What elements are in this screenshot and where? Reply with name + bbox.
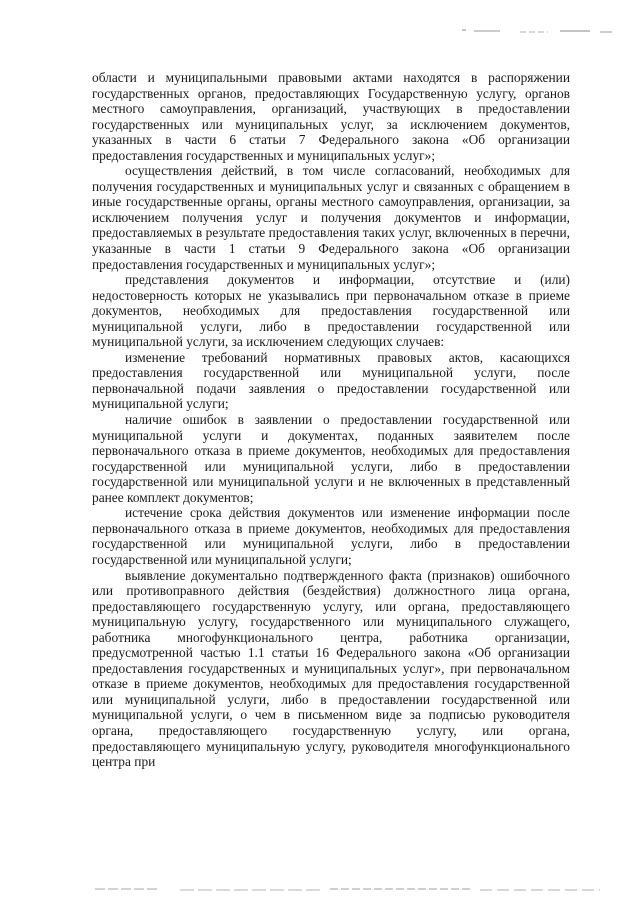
scan-artifact-top [0, 0, 640, 40]
document-body [92, 70, 570, 770]
paragraph: области и муниципальными правовыми актами находятся в распоряжении государственных органов, предоставляющих Государственную услугу, органов местного самоуправления, организаций, участвующих в предоставлении государственных или муниципальных услуг, за исключением документов, указанных в части 6 статьи 7 Федерального закона «Об организации предоставления государственных и муниципальных услуг»; [92, 70, 570, 163]
scan-artifact-bottom [0, 875, 640, 905]
paragraph: истечение срока действия документов или изменение информации после первоначального отказа в приеме документов, необходимых для предоставления государственной или муниципальной услуги, либо в предоставлении государственной или муниципальной услуги; [92, 505, 570, 567]
paragraph: изменение требований нормативных правовых актов, касающихся предоставления государственной или муниципальной услуги, после первоначальной подачи заявления о предоставлении государственной или муниципальной услуги; [92, 349, 570, 412]
paragraph: наличие ошибок в заявлении о предоставлении государственной или муниципальной услуги и документах, поданных заявителем после первоначального отказа в приеме документов, необходимых для предоставления государственной или муниципальной услуги, либо в предоставлении государственной или муниципальной услуги и не включенных в представленный ранее комплект документов; [92, 412, 570, 505]
paragraph: представления документов и информации, отсутствие и (или) недостоверность которых не указывались при первоначальном отказе в приеме документов, необходимых для предоставления государственной или муниципальной услуги, либо в предоставлении государственной или муниципальной услуги, за исключением следующих случаев: [92, 272, 570, 350]
paragraph: выявление документально подтвержденного факта (признаков) ошибочного или противоправного действия (бездействия) должностного лица органа, предоставляющего государственную услугу, или органа, предоставляющего муниципальную услугу, государственного или муниципального служащего, работника многофункционального центра, работника организации, предусмотренной частью 1.1 статьи 16 Федерального закона «Об организации предоставления государственных и муниципальных услуг», при первоначальном отказе в приеме документов, необходимых для предоставления государственной или муниципальной услуги, либо в предоставлении государственной или муниципальной услуги, о чем в письменном виде за подписью руководителя органа, предоставляющего государственную услугу, или органа, предоставляющего муниципальную услугу, руководителя многофункционального центра при [92, 567, 570, 770]
paragraph: осуществления действий, в том числе согласований, необходимых для получения государственных и муниципальных услуг и связанных с обращением в иные государственные органы, органы местного самоуправления, организации, за исключением получения услуг и получения документов и информации, предоставляемых в результате предоставления таких услуг, включенных в перечни, указанные в части 1 статьи 9 Федерального закона «Об организации предоставления государственных и муниципальных услуг»; [92, 163, 570, 272]
